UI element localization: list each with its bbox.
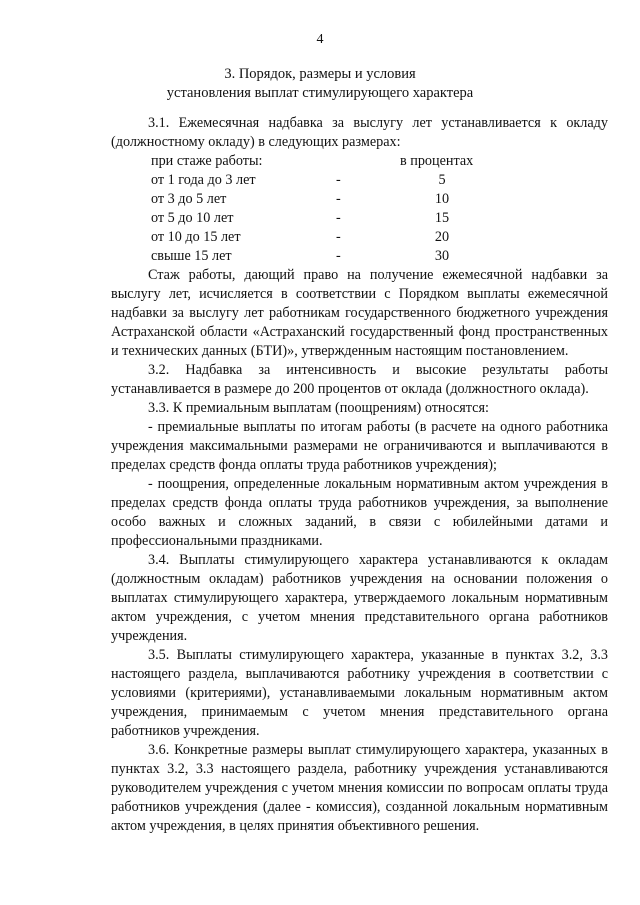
table-row-dash: - xyxy=(336,191,341,207)
table-row-percent: 20 xyxy=(434,229,450,245)
table-row-dash: - xyxy=(336,172,341,188)
table-header-left: при стаже работы: xyxy=(151,153,263,169)
paragraph-3-5: 3.5. Выплаты стимулирующего характера, указанные в пунктах 3.2, 3.3 настоящего раздела, выплачиваются работнику учреждения в соответствии с условиями (критериями), устанавливаемыми локальным нормативным актом учреждения, принимаемым с учетом мнения представительного органа работников учреждения. xyxy=(111,647,608,739)
table-row-percent: 15 xyxy=(434,210,450,226)
table-row-percent: 30 xyxy=(434,248,450,264)
table-row-dash: - xyxy=(336,248,341,264)
table-row-range: свыше 15 лет xyxy=(151,248,232,264)
paragraph-3-4: 3.4. Выплаты стимулирующего характера устанавливаются к окладам (должностным окладам) работников учреждения на основании положения о выплатах стимулирующего характера, утверждаемого локальным нормативным актом учреждения, с учетом мнения представительного органа работников учреждения. xyxy=(111,552,608,644)
table-row-dash: - xyxy=(336,210,341,226)
paragraph-3-2: 3.2. Надбавка за интенсивность и высокие результаты работы устанавливается в размере до 200 процентов от оклада (должностного оклада). xyxy=(111,362,608,397)
paragraph-3-3-a: - премиальные выплаты по итогам работы (в расчете на одного работника учреждения максимальными размерами не ограничиваются и выплачиваются в пределах средств фонда оплаты труда работников учреждения); xyxy=(111,419,608,473)
table-row-percent: 5 xyxy=(438,172,446,188)
section-title xyxy=(110,65,530,103)
section-title-line-2: установления выплат стимулирующего характера xyxy=(166,85,474,101)
section-body xyxy=(111,114,608,836)
table-header-right: в процентах xyxy=(400,153,474,169)
paragraph-3-1: 3.1. Ежемесячная надбавка за выслугу лет устанавливается к окладу (должностному окладу) в следующих размерах: xyxy=(111,115,608,150)
page-number: 4 xyxy=(316,32,324,47)
table-row-range: от 1 года до 3 лет xyxy=(151,172,256,188)
paragraph-3-3: 3.3. К премиальным выплатам (поощрениям) относятся: xyxy=(148,400,489,416)
table-header-spacer xyxy=(336,152,382,171)
table-row-range: от 10 до 15 лет xyxy=(151,229,241,245)
paragraph-3-3-b: - поощрения, определенные локальным нормативным актом учреждения в пределах средств фонда оплаты труда работников учреждения, за выполнение особо важных и сложных заданий, в связи с юбилейными датами и профессиональными праздниками. xyxy=(111,476,608,549)
table-row-percent: 10 xyxy=(434,191,450,207)
paragraph-stazh: Стаж работы, дающий право на получение ежемесячной надбавки за выслугу лет, исчисляется в соответствии с Порядком выплаты ежемесячной надбавки за выслугу лет работникам государственного бюджетного учреждения Астраханской области «Астраханский государственный фонд пространственных и технических данных (БТИ)», утвержденным настоящим постановлением. xyxy=(111,267,608,359)
section-title-line-1: 3. Порядок, размеры и условия xyxy=(224,66,416,82)
table-row-range: от 3 до 5 лет xyxy=(151,191,227,207)
seniority-table xyxy=(151,152,608,266)
table-row-dash: - xyxy=(336,229,341,245)
paragraph-3-6: 3.6. Конкретные размеры выплат стимулирующего характера, указанных в пунктах 3.2, 3.3 настоящего раздела, работнику учреждения устанавливаются руководителем учреждения с учетом мнения комиссии по вопросам оплаты труда работников учреждения (далее - комиссия), созданной локальным нормативным актом учреждения, в целях принятия объективного решения. xyxy=(111,742,608,834)
table-row-range: от 5 до 10 лет xyxy=(151,210,234,226)
